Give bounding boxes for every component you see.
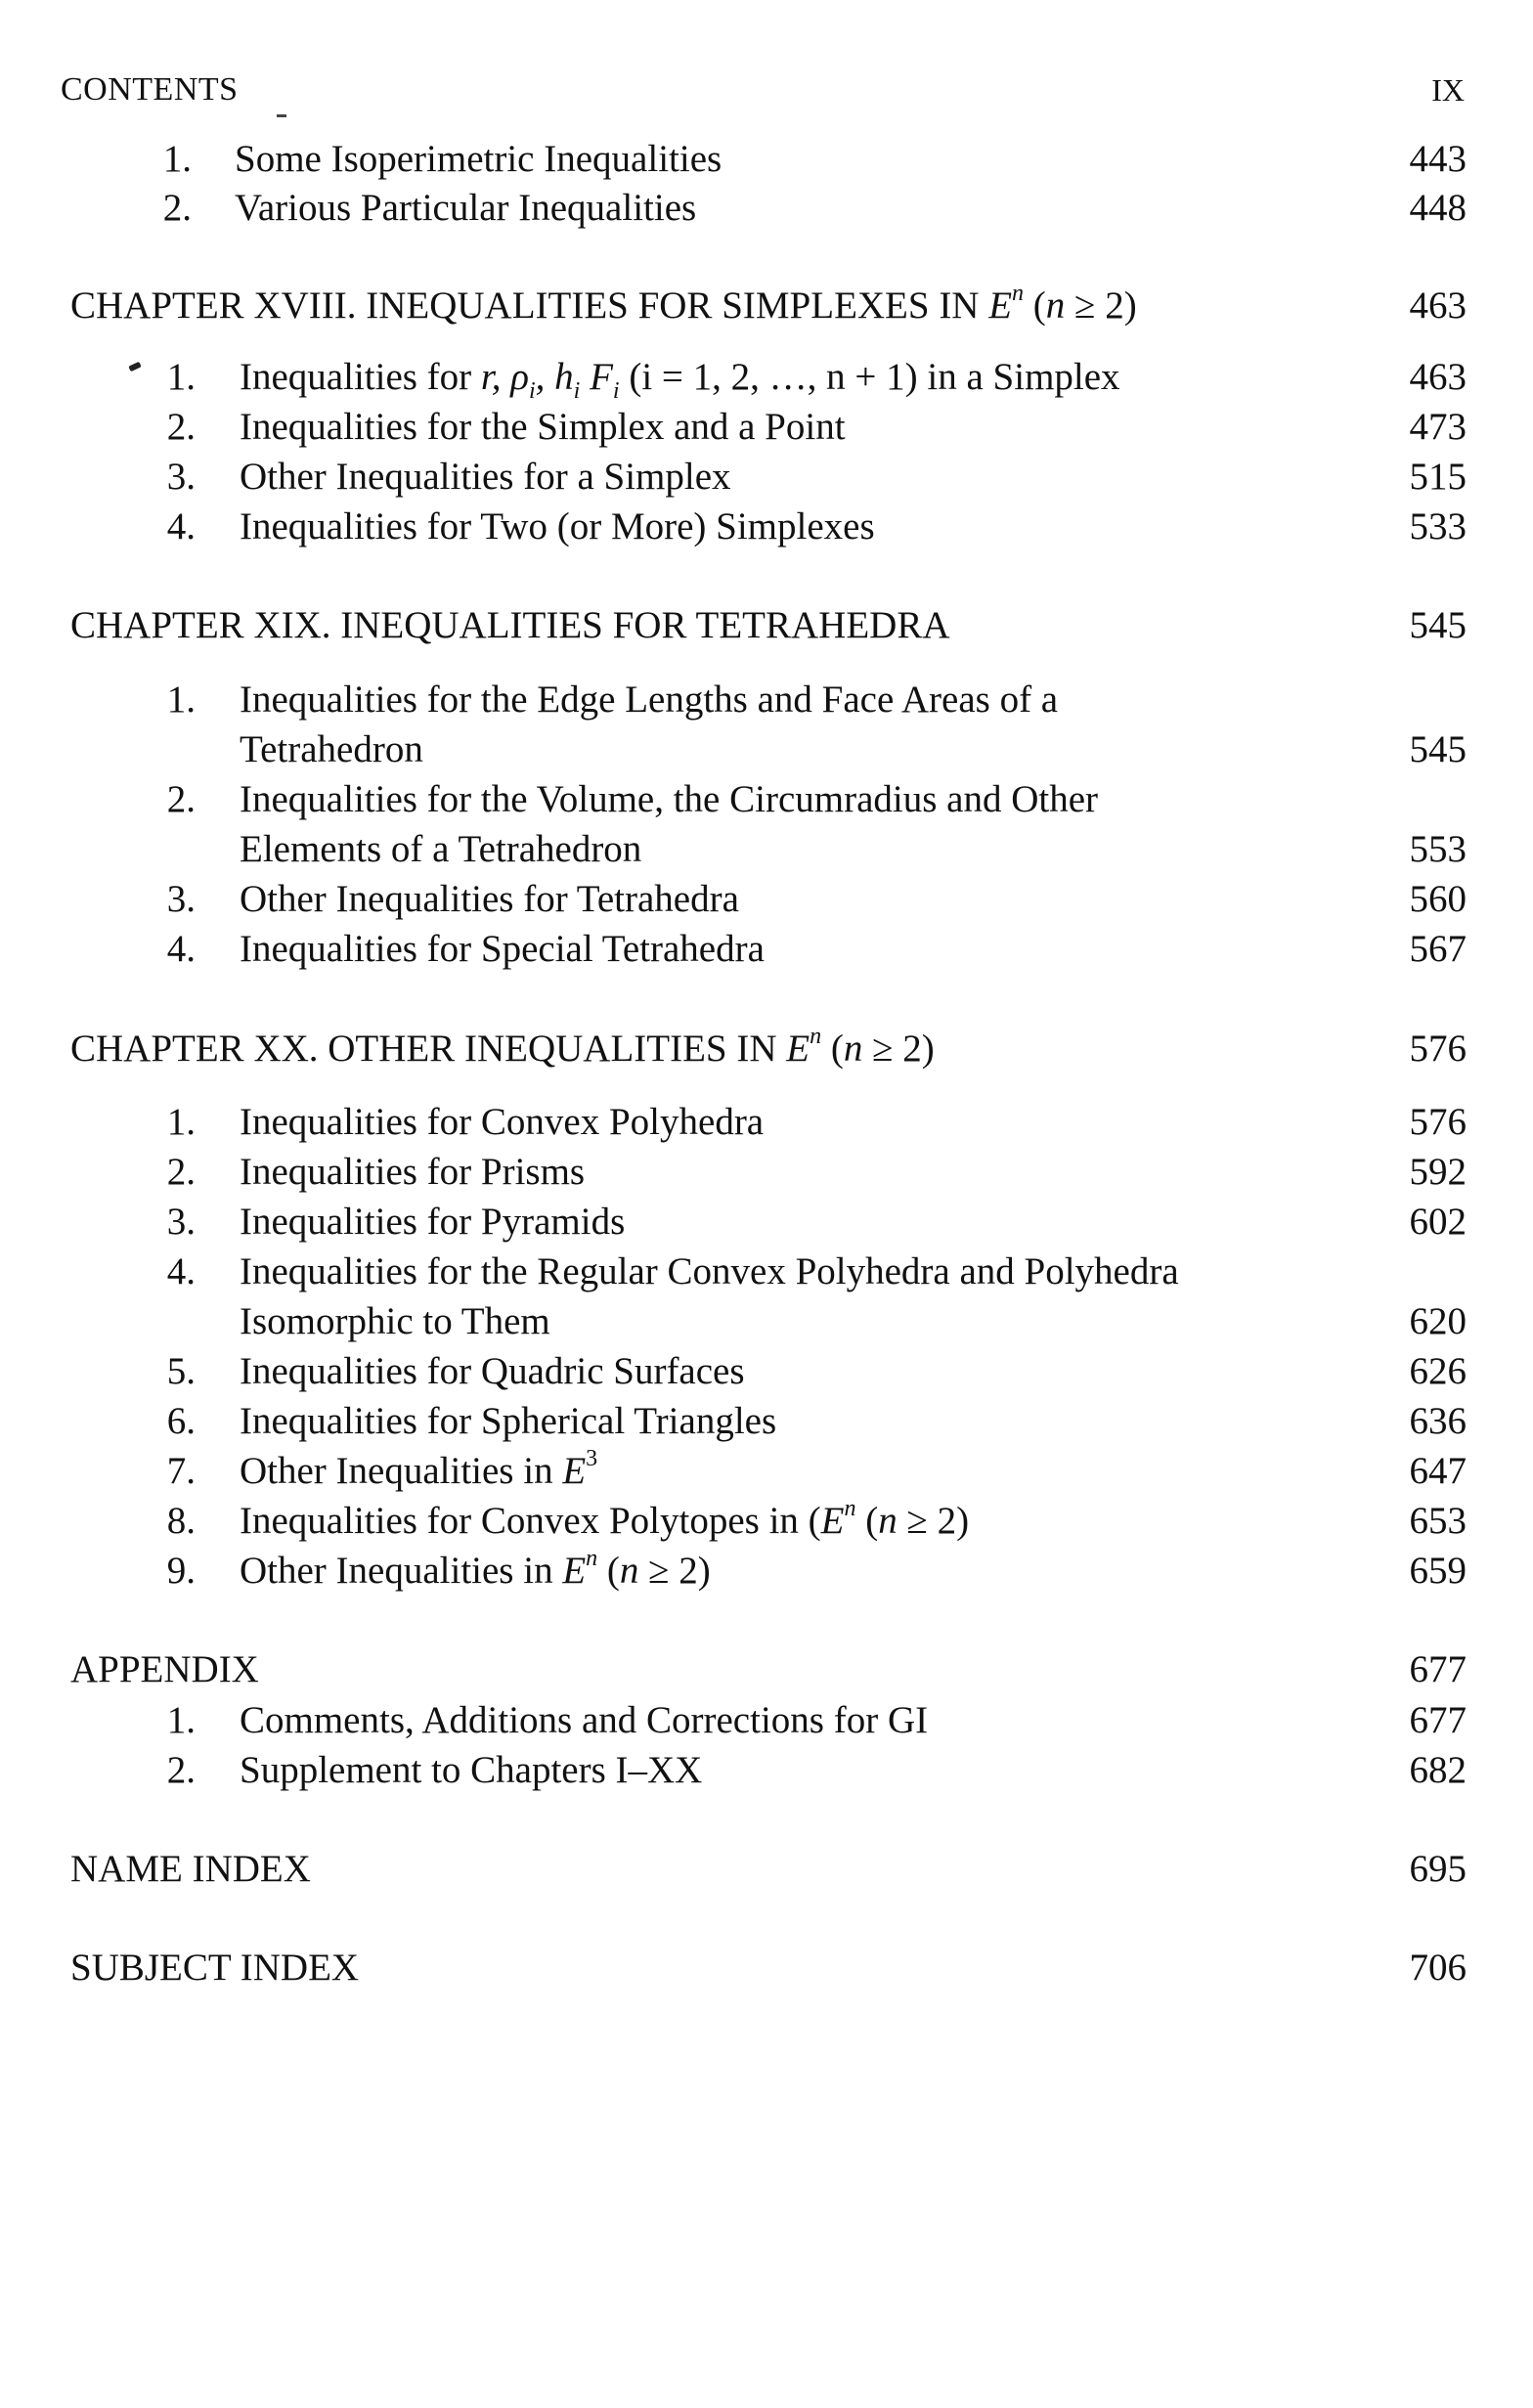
toc-entry[interactable]: [0, 1695, 1533, 1746]
toc-entry-continued[interactable]: [0, 824, 1533, 875]
toc-entry-continued[interactable]: [0, 724, 1533, 775]
page-number: 560: [1409, 878, 1467, 920]
section-number: 2.: [166, 406, 196, 448]
section-title: Other Inequalities for a Simplex: [240, 456, 731, 498]
section-number: 9.: [166, 1550, 196, 1592]
name-index-title: NAME INDEX: [70, 1848, 311, 1890]
toc-entry[interactable]: [0, 452, 1533, 503]
chapter-heading[interactable]: [0, 281, 1533, 331]
section-title: Other Inequalities for Tetrahedra: [240, 878, 739, 920]
section-number: 8.: [166, 1500, 196, 1542]
section-number: 2.: [166, 1749, 196, 1791]
toc-entry[interactable]: [0, 1446, 1533, 1497]
page-number: 463: [1409, 285, 1467, 327]
toc-entry[interactable]: [0, 1147, 1533, 1198]
section-title: Inequalities for r, $\rho_i$, $h_i$ $F_i$ (i = 1, 2, …, n + 1) in a Simplex: [240, 356, 1120, 404]
page-number: 448: [1409, 187, 1467, 229]
section-number: 4.: [166, 1250, 196, 1292]
section-number: 3.: [166, 878, 196, 920]
page-number: 576: [1409, 1101, 1467, 1143]
page-number: 602: [1409, 1201, 1467, 1243]
page-number: 647: [1409, 1450, 1467, 1492]
toc-entry[interactable]: [0, 1197, 1533, 1248]
toc-entry[interactable]: [0, 502, 1533, 552]
running-head-page-number: IX: [1431, 72, 1465, 108]
toc-entry[interactable]: [0, 675, 1533, 725]
page-number: 553: [1409, 828, 1467, 870]
section-number: 3.: [166, 1201, 196, 1243]
chapter-heading[interactable]: [0, 1024, 1533, 1074]
page-number: 545: [1409, 728, 1467, 770]
page-number: 677: [1409, 1699, 1467, 1741]
section-title: Inequalities for Quadric Surfaces: [240, 1350, 745, 1392]
toc-entry[interactable]: [0, 874, 1533, 925]
chapter-title: CHAPTER XIX. INEQUALITIES FOR TETRAHEDRA: [70, 604, 950, 646]
page-number: 567: [1409, 928, 1467, 970]
section-title: Some Isoperimetric Inequalities: [235, 138, 723, 180]
section-title: Supplement to Chapters I–XX: [240, 1749, 703, 1791]
section-title: Various Particular Inequalities: [235, 187, 697, 229]
section-number: 2.: [162, 187, 192, 229]
section-number: 1.: [166, 1699, 196, 1741]
toc-entry[interactable]: [0, 1745, 1533, 1796]
toc-entry[interactable]: [0, 1546, 1533, 1597]
name-index-entry[interactable]: [0, 1844, 1533, 1895]
toc-entry[interactable]: [0, 402, 1533, 453]
page-number: 659: [1409, 1550, 1467, 1592]
page-number: 515: [1409, 456, 1467, 498]
page-number: 682: [1409, 1749, 1467, 1791]
running-head: [61, 68, 1465, 111]
page-number: 695: [1409, 1848, 1467, 1890]
section-title: Inequalities for Convex Polyhedra: [240, 1101, 765, 1143]
section-title: Inequalities for Two (or More) Simplexes: [240, 505, 875, 547]
appendix-title: APPENDIX: [70, 1648, 259, 1690]
scan-mark: [277, 114, 286, 117]
toc-entry[interactable]: [0, 1097, 1533, 1148]
toc-entry[interactable]: [0, 352, 1533, 403]
page-number: 620: [1409, 1300, 1467, 1342]
section-title: Inequalities for Pyramids: [240, 1201, 626, 1243]
page-number: 653: [1409, 1500, 1467, 1542]
section-title: Inequalities for the Edge Lengths and Face Areas of a: [240, 679, 1059, 721]
section-number: 7.: [166, 1450, 196, 1492]
appendix-heading[interactable]: [0, 1644, 1533, 1695]
page-number: 626: [1409, 1350, 1467, 1392]
toc-entry[interactable]: [0, 1496, 1533, 1547]
section-title: Inequalities for Special Tetrahedra: [240, 928, 765, 970]
toc-entry[interactable]: [0, 1346, 1533, 1397]
toc-entry[interactable]: [0, 1247, 1533, 1297]
section-title: Other Inequalities in $E^n$ (n ≥ 2): [240, 1546, 711, 1592]
section-title: Inequalities for Convex Polytopes in ($E^n$ (n ≥ 2): [240, 1496, 970, 1542]
section-number: 1.: [162, 138, 192, 180]
section-number: 3.: [166, 456, 196, 498]
toc-entry[interactable]: [0, 183, 1533, 234]
toc-entry[interactable]: [0, 134, 1533, 185]
section-title: Inequalities for Spherical Triangles: [240, 1400, 777, 1442]
section-number: 4.: [166, 505, 196, 547]
section-title: Inequalities for Prisms: [240, 1151, 586, 1193]
section-title: Other Inequalities in $E^3$: [240, 1446, 598, 1492]
page-number: 473: [1409, 406, 1467, 448]
subject-index-entry[interactable]: [0, 1943, 1533, 1993]
toc-entry-continued[interactable]: [0, 1296, 1533, 1347]
page-number: 545: [1409, 604, 1467, 646]
section-number: 1.: [166, 356, 196, 398]
page-number: 677: [1409, 1648, 1467, 1690]
page-number: 533: [1409, 505, 1467, 547]
subject-index-title: SUBJECT INDEX: [70, 1947, 360, 1989]
chapter-heading[interactable]: [0, 600, 1533, 651]
page-number: 636: [1409, 1400, 1467, 1442]
page-number: 463: [1409, 356, 1467, 398]
page-number: 576: [1409, 1028, 1467, 1070]
section-number: 1.: [166, 1101, 196, 1143]
page-number: 592: [1409, 1151, 1467, 1193]
section-number: 2.: [166, 1151, 196, 1193]
chapter-title: CHAPTER XX. OTHER INEQUALITIES IN $E^n$ (n ≥ 2): [70, 1024, 935, 1070]
section-title: Comments, Additions and Corrections for GI: [240, 1699, 929, 1741]
running-head-title: CONTENTS: [61, 71, 239, 108]
section-number: 5.: [166, 1350, 196, 1392]
page-number: 443: [1409, 138, 1467, 180]
section-title-line2: Elements of a Tetrahedron: [240, 828, 642, 870]
section-title: Inequalities for the Volume, the Circumradius and Other: [240, 778, 1099, 820]
section-number: 6.: [166, 1400, 196, 1442]
section-title: Inequalities for the Regular Convex Polyhedra and Polyhedra: [240, 1250, 1179, 1292]
section-number: 4.: [166, 928, 196, 970]
section-title-line2: Tetrahedron: [240, 728, 423, 770]
section-number: 1.: [166, 679, 196, 721]
toc-entry[interactable]: [0, 1396, 1533, 1447]
chapter-title: CHAPTER XVIII. INEQUALITIES FOR SIMPLEXES IN $E^n$ (n ≥ 2): [70, 281, 1137, 327]
section-title-line2: Isomorphic to Them: [240, 1300, 550, 1342]
page-number: 706: [1409, 1947, 1467, 1989]
toc-entry[interactable]: [0, 924, 1533, 975]
toc-entry[interactable]: [0, 774, 1533, 825]
section-title: Inequalities for the Simplex and a Point: [240, 406, 846, 448]
section-number: 2.: [166, 778, 196, 820]
